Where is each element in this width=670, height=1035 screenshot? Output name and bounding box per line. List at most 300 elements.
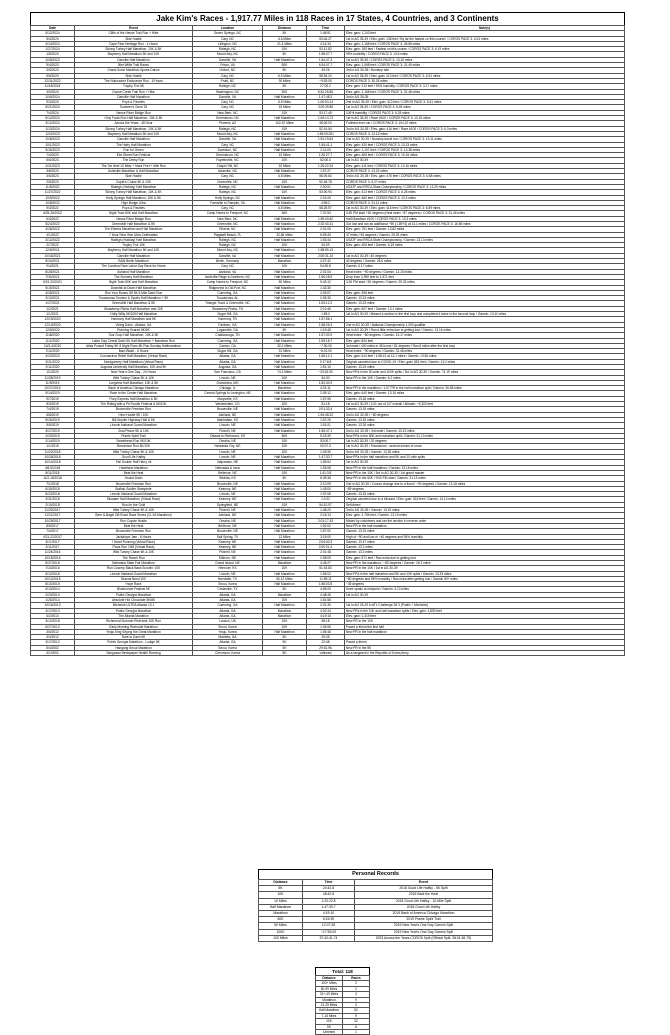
race-distance: Marathon xyxy=(263,259,307,264)
race-date: 5/4/2002 xyxy=(31,645,75,650)
race-date: 3/13/2021 xyxy=(31,296,75,301)
race-location: Valparaiso, NE xyxy=(193,460,263,465)
race-time: 1:51:10 xyxy=(307,365,345,370)
race-distance: Half Marathon xyxy=(263,200,307,205)
race-date: 3/12/2022 xyxy=(31,237,75,242)
race-distance: 10K xyxy=(263,47,307,52)
race-location: Fairburn, GA xyxy=(193,322,263,327)
race-date: 8/11/2018 xyxy=(31,470,75,475)
race-date: 9/30/2023 xyxy=(31,147,75,152)
race-location: Springfield, NE xyxy=(193,502,263,507)
race-distance: Half Marathon xyxy=(263,486,307,491)
race-location: Sugar Hill, GA xyxy=(193,349,263,354)
race-time: 2:00:31.24 xyxy=(307,253,345,258)
totals-races: 62 xyxy=(343,1008,370,1013)
race-date: 6/27/2013 xyxy=(31,624,75,629)
race-date: 10/16/2013 xyxy=(31,603,75,608)
race-location: San Francisco, CA xyxy=(193,370,263,375)
pr-event: 2018 Beat the Heat xyxy=(355,892,493,898)
race-time: 4:45:27 xyxy=(307,560,345,565)
pr-time: 48:42.8 xyxy=(303,892,355,898)
race-distance: Half Marathon xyxy=(263,221,307,226)
race-event: I Heart Running (Virtual Race) xyxy=(75,539,193,544)
race-date: 12/3/2023 xyxy=(31,131,75,136)
race-date: 8/27/2016 xyxy=(31,560,75,565)
race-location: Cary, NC xyxy=(193,206,263,211)
race-event: Raleigh (Holiday) Half Marathon xyxy=(75,184,193,189)
race-notes: Garmin: 13.2 miles xyxy=(345,545,625,550)
race-time: 11:55:11 xyxy=(307,576,345,581)
race-distance: Half Marathon xyxy=(263,465,307,470)
totals-body xyxy=(316,981,370,1035)
race-notes: Garmin: 13.23 miles xyxy=(345,529,625,534)
race-distance: 10K xyxy=(263,439,307,444)
race-date: 9/24/2021 xyxy=(31,259,75,264)
race-event: Wild Turkey Chase 5K & 10K xyxy=(75,550,193,555)
race-distance: 10K xyxy=(263,624,307,629)
race-date: 5/12/2024 xyxy=(31,31,75,36)
race-distance: Half Marathon xyxy=(263,142,307,147)
race-date: 10/27/2019 xyxy=(31,386,75,391)
race-location: Raleigh, NC xyxy=(193,243,263,248)
race-event: Only Fools Run Half Marathon, 10K & 5K xyxy=(75,116,193,121)
race-time: 3:00:39.85 xyxy=(307,105,345,110)
race-distance: 6.5 Miles xyxy=(263,36,307,41)
race-date: 12/13/2020 xyxy=(31,322,75,327)
race-location: Davidson, NC xyxy=(193,147,263,152)
race-time: 1:55:0 xyxy=(307,312,345,317)
pr-distance: 50K xyxy=(259,917,303,923)
race-distance: 5K xyxy=(263,84,307,89)
race-location: Ashland, NE xyxy=(193,412,263,417)
race-location: Omaha, NE xyxy=(193,518,263,523)
pr-event: 2018 Good Life Halfsy - 10-Mile Split xyxy=(355,898,493,904)
race-location: Kearney, NE xyxy=(193,545,263,550)
race-notes: Self-timed xyxy=(345,502,625,507)
race-distance: Half Marathon xyxy=(263,513,307,518)
race-distance: Half Marathon xyxy=(263,253,307,258)
race-event: Neuse River Bridge Run xyxy=(75,216,193,221)
race-time: 1:57:55 xyxy=(307,396,345,401)
pr-time: 1:20:22.8 xyxy=(303,898,355,904)
race-distance: Half Marathon xyxy=(263,629,307,634)
race-time: 53:00.7 xyxy=(307,439,345,444)
race-date: 4/27/2019 xyxy=(31,428,75,433)
race-event: Goose Creek Trail Run + Hike xyxy=(75,89,193,94)
race-location: Elberta, NC xyxy=(193,227,263,232)
race-time: 54:10.97 xyxy=(307,502,345,507)
race-notes: Elev. gain: 413 feet / COROS PACE 3: 6.28 miles xyxy=(345,190,625,195)
race-notes: New PR in the 5K xyxy=(345,645,625,650)
race-distance: 10K xyxy=(263,402,307,407)
race-event: Strawberry Plains Half Marathon and 10K xyxy=(75,306,193,311)
totals-races: 3 xyxy=(343,992,370,997)
race-location: Cedarville, TX xyxy=(193,587,263,592)
race-date: 6/25-26/2022 xyxy=(31,211,75,216)
race-event: Fall Double Half Harry 4k xyxy=(75,460,193,465)
race-date: 5/8/2023 xyxy=(31,73,75,78)
race-time: 1:49:30 xyxy=(307,449,345,454)
race-date: 8/10/2015 xyxy=(31,582,75,587)
race-event: Wild Turkey Chase 5K & 10K xyxy=(75,449,193,454)
race-notes: Paced a friend xyxy=(345,640,625,645)
pr-time: 4:19:10 xyxy=(303,911,355,917)
race-event: Trophy Trot 10K xyxy=(75,243,193,248)
race-event: Run for the Gold xyxy=(75,502,193,507)
race-distance: Half Marathon xyxy=(263,365,307,370)
race-event: Pony Express Half Marathon & 5K xyxy=(75,396,193,401)
race-event: Publix Georgia Marathon xyxy=(75,592,193,597)
race-date: 10/8/2023 xyxy=(31,137,75,142)
race-time: 1:55:02 xyxy=(307,571,345,576)
race-distance: Half Marathon xyxy=(263,497,307,502)
race-notes: 1st in AG 30-39 xyxy=(345,592,625,597)
race-location: Cumming, GA xyxy=(193,290,263,295)
race-location: Seven Springs, NC xyxy=(193,31,263,36)
race-notes: Drop from 3,950 feet to 1,571 feet xyxy=(345,274,625,279)
race-date: 10/12/2015 xyxy=(31,576,75,581)
race-location: Brownville, NE xyxy=(193,481,263,486)
col-distance-header: Distance xyxy=(263,26,307,31)
race-notes: Garmin: 13.15 miles xyxy=(345,407,625,412)
race-notes: 1st in AG 30-39 / Ran a little extra due to getting lost / Garmin: 13.16 miles xyxy=(345,327,625,332)
race-event: Skinny Turkey Half Marathon, 10K & 5K xyxy=(75,126,193,131)
race-time: 1:42:30 xyxy=(307,285,345,290)
race-time: 2:03:07 xyxy=(307,290,345,295)
pr-event: 2019 New Year's One Day Garmin Split xyxy=(355,929,493,935)
race-distance: 30.2 Miles xyxy=(263,343,307,348)
col-location-header: Location xyxy=(193,26,263,31)
race-event: Run for Green xyxy=(75,147,193,152)
race-event: Brazos Bend 100 xyxy=(75,576,193,581)
race-location: Mount Airy, NC xyxy=(193,131,263,136)
race-event: Mayberry Half Marathon 5K and 10K xyxy=(75,248,193,253)
race-notes: High of ~90 and low of ~40 degrees and 95% humidity xyxy=(345,534,625,539)
race-distance: Half Marathon xyxy=(263,428,307,433)
race-distance: 50K xyxy=(263,89,307,94)
race-notes: New PRs in the 10K and half marathon splits / Elev. gain: 1,839 feet xyxy=(345,608,625,613)
race-date: 3/17/2012 xyxy=(31,640,75,645)
race-time: 6:42:26.86 xyxy=(307,89,345,94)
race-location: Lincoln, NE xyxy=(193,492,263,497)
race-distance: Half Marathon xyxy=(263,94,307,99)
race-date: 7/24/2016 xyxy=(31,566,75,571)
race-date: 3/5/2023 xyxy=(31,68,75,73)
race-date: 7/1/2018 xyxy=(31,481,75,486)
race-distance: 31 Miles xyxy=(263,349,307,354)
race-date: 10/1/2023 xyxy=(31,142,75,147)
race-distance: 32.86 Miles xyxy=(263,232,307,237)
race-time: Untimed xyxy=(307,651,345,656)
race-event: Danville Half Marathon xyxy=(75,57,193,62)
race-time: 1:57:00 xyxy=(307,529,345,534)
race-notes: Garmin: 13.18 miles xyxy=(345,396,625,401)
pr-event: 2019 New Year's One Day Garmin Split xyxy=(355,923,493,929)
race-time: 1:48:20 xyxy=(307,508,345,513)
race-event: Sangusan Newspaper Health Running xyxy=(75,651,193,656)
race-distance: Half Marathon xyxy=(263,274,307,279)
race-time: 2:01:06 xyxy=(307,227,345,232)
race-event: Barn Blast! - 6 Hours xyxy=(75,349,193,354)
race-date: 4/1/2022 xyxy=(31,232,75,237)
race-location: Seoul, Korea xyxy=(193,582,263,587)
race-date: 9/4/2021 xyxy=(31,264,75,269)
race-date: 3/21/2020 xyxy=(31,359,75,364)
pr-row xyxy=(259,935,493,941)
race-location: Cumming, GA xyxy=(193,338,263,343)
race-distance: Half Marathon xyxy=(263,57,307,62)
race-event: Montgomery Half Marathon (Virtual Race) xyxy=(75,359,193,364)
race-date: 3/6/2012 xyxy=(31,629,75,634)
race-location: Manhattan, KS xyxy=(193,417,263,422)
race-event: Siloaaen Half Marathon (Virtual Race) xyxy=(75,497,193,502)
race-location: Seoul, Korea xyxy=(193,624,263,629)
race-event: Lincoln National Guard Marathon xyxy=(75,492,193,497)
race-distance: Half Marathon xyxy=(263,455,307,460)
race-notes: New PR in the 10K xyxy=(345,619,625,624)
race-location: Seoul, Korea xyxy=(193,645,263,650)
race-date: 6/8/2019 xyxy=(31,412,75,417)
race-notes: 2nd in AG 30-39 / Nonstop travel run / COROS PACE 3: 13.11 miles xyxy=(345,137,625,142)
race-date: 10/8/2022 xyxy=(31,200,75,205)
races-table xyxy=(30,25,625,656)
race-event: Mayberry Half Marathon 5K and 10K xyxy=(75,52,193,57)
race-time: 58:18 xyxy=(307,619,345,624)
race-event: Michelob ULTRA Atlanta 13.1 xyxy=(75,603,193,608)
race-location: Raleigh, NC xyxy=(193,126,263,131)
race-notes: 3:30 PM start / 90 degrees / Garmin: 29.33 miles xyxy=(345,280,625,285)
race-location: Wichita, KS xyxy=(193,476,263,481)
race-date: 3/26/2022 xyxy=(31,227,75,232)
race-date: 12/19/2020 xyxy=(31,317,75,322)
race-time: 54:09 xyxy=(307,243,345,248)
race-date: 11/5/2022 xyxy=(31,184,75,189)
personal-records-title: Personal Records xyxy=(258,869,493,879)
race-event: Hero Hustle 5K / 10K xyxy=(75,412,193,417)
race-distance: Half Marathon xyxy=(263,131,307,136)
totals-races: 8 xyxy=(343,1024,370,1029)
race-event: Elm Street Run Festival xyxy=(75,153,193,158)
race-notes: New PRs in the half marathon and 5K and 10-mile splits xyxy=(345,455,625,460)
race-time: 48:00:00 xyxy=(307,121,345,126)
race-time: 25:35 xyxy=(307,635,345,640)
race-notes: COROS PACE 3: 31.11 miles xyxy=(345,200,625,205)
race-event: Coronavirus Relief Half Marathon (Virtual Race) xyxy=(75,354,193,359)
race-location: Central Springs to Lexington, NE xyxy=(193,391,263,396)
race-event: Night Train 50K and Half Marathon xyxy=(75,280,193,285)
race-notes: 3rd in AG 35-39 xyxy=(345,94,625,99)
race-time: 2:01:33.4 xyxy=(307,407,345,412)
race-location: Triangle Track & Greenville, NC xyxy=(193,301,263,306)
race-distance: 10K xyxy=(263,126,307,131)
pr-time: 24:42.8 xyxy=(303,886,355,892)
totals-distance: Half Marathon xyxy=(316,1008,343,1013)
race-distance: 5K xyxy=(263,635,307,640)
totals-distance: 50-99 Miles xyxy=(316,986,343,991)
race-notes: 3rd in AG 30-39 / ~80 degrees xyxy=(345,412,625,417)
race-notes: 1st in AG 35-39 / COROS PACE 3: 13.15 miles xyxy=(345,57,625,62)
race-notes: New PR in the 10K / 3rd in AG 30-39 / 1st grand master xyxy=(345,470,625,475)
race-location: Bellevue, NE xyxy=(193,470,263,475)
race-notes: Original canceled due to COVID-19 / Elev. gain: 851 feet / Garmin: 13.2 miles xyxy=(345,359,625,364)
race-notes: Elev. gain: 1,419 feet xyxy=(345,613,625,618)
race-notes: 1st in AG 30-39 / Missed a section in the first loop and completed it twice in the second loop / Garmin: 13.11 miles xyxy=(345,312,625,317)
race-notes: Elev. gain: 213 feet / 93% humidity / COROS PACE 3: 3.17 miles xyxy=(345,84,625,89)
race-location: Salt Spring, TX xyxy=(193,534,263,539)
race-date: 11/24/2016 xyxy=(31,550,75,555)
race-event: The Derby Run xyxy=(75,158,193,163)
race-date: 2/11/2017 xyxy=(31,545,75,550)
race-event: Cape Fear Heritage Run - 4 Hours xyxy=(75,41,193,46)
race-notes: Garmin: 13.15 miles xyxy=(345,417,625,422)
race-time: 53:07.3 xyxy=(307,444,345,449)
race-location: Phoenix, AZ xyxy=(193,121,263,126)
race-notes: New PR in the half marathon xyxy=(345,629,625,634)
race-location: Atlanta, GA xyxy=(193,613,263,618)
race-date: 7/4/2023 xyxy=(31,153,75,158)
race-location: New Bern, NC xyxy=(193,110,263,115)
race-time: 2:01:17.43 xyxy=(307,518,345,523)
race-location: Lincoln, NE xyxy=(193,423,263,428)
race-time: 58:54.24 xyxy=(307,73,345,78)
race-date: 7/4/2024 xyxy=(31,110,75,115)
race-location: Atlanta, GA xyxy=(193,640,263,645)
race-date: 1/1/2020 xyxy=(31,370,75,375)
race-time: 53:12.82 xyxy=(307,47,345,52)
race-date: 12/5/2021 xyxy=(31,248,75,253)
pr-event-header: Event xyxy=(355,880,493,886)
race-location: Ashland, VA xyxy=(193,269,263,274)
race-distance: 21.4 Miles xyxy=(263,41,307,46)
race-event: Asheville Marathon & Half Marathon xyxy=(75,169,193,174)
race-notes: Elev. gain: 189 feet / Fastest on this course / COROS PACE 3: 6.19 miles xyxy=(345,47,625,52)
race-location: Needville, TX xyxy=(193,576,263,581)
race-location: Kearney, NE xyxy=(193,486,263,491)
race-time: 2:00:01 xyxy=(307,184,345,189)
race-event: Run Your Bunns Off 5K 6 Mile Dash Run xyxy=(75,290,193,295)
race-notes: 1st in AG 30-39 / 20 degrees xyxy=(345,439,625,444)
race-location: Chapel Hill, NC xyxy=(193,163,263,168)
race-time: ~23:15:00 xyxy=(307,370,345,375)
pr-body xyxy=(259,886,493,942)
race-time: 9:43:12 xyxy=(307,280,345,285)
race-location: Raleigh, NC xyxy=(193,190,263,195)
race-date: 7/4/2019 xyxy=(31,407,75,412)
race-location: Greenville, NC xyxy=(193,179,263,184)
race-event: Holly Springs Half Marathon, 10K & 5K xyxy=(75,195,193,200)
race-notes: 1st in AG 30-39 / 1:01 out of 117 overall / Altitude: ~5,300 feet xyxy=(345,402,625,407)
race-time: 1:57:56.1 xyxy=(307,317,345,322)
race-time: 53:26 xyxy=(307,68,345,73)
race-event: Across the Years - 48 Hour xyxy=(75,121,193,126)
race-location: London, UK xyxy=(193,619,263,624)
race-distance: Half Marathon xyxy=(263,460,307,465)
race-date: 5/6/2023 xyxy=(31,158,75,163)
race-date: 11/1/2020 xyxy=(31,338,75,343)
race-date: 4/20/2020 xyxy=(31,354,75,359)
race-distance: Half Marathon xyxy=(263,354,307,359)
race-notes: 3rd in AG 30-39 / 3rd male / Garmin: 13.13 miles xyxy=(345,428,625,433)
race-event: Danville Half Marathon xyxy=(75,253,193,258)
race-distance: Half Marathon xyxy=(263,296,307,301)
race-event: Viking Dash - Atlanta, GA xyxy=(75,322,193,327)
race-event: Absolute Hot Chocolate 5K/8K xyxy=(75,598,193,603)
totals-races-header: Races xyxy=(343,976,370,981)
race-date: 8/5/2017 xyxy=(31,523,75,528)
race-location: Greensboro, NC xyxy=(193,116,263,121)
race-time: 2:05:30 xyxy=(307,296,345,301)
col-date-header: Date xyxy=(31,26,75,31)
personal-records-table xyxy=(258,879,493,942)
race-notes: Elev. gain: 1,168 feet / COROS PACE 3: 31.48 miles xyxy=(345,89,625,94)
race-notes: 1st in AG 30-39 / 40 degrees xyxy=(345,253,625,258)
race-date: 3/17/2017 xyxy=(31,539,75,544)
pr-time: 37:42:41.74 xyxy=(303,935,355,941)
race-date: 1/8/2024 xyxy=(31,52,75,57)
race-event: New Year's One Day - 24 Hours xyxy=(75,370,193,375)
race-event: Resolution Run 5K/10K xyxy=(75,444,193,449)
race-location: Loganville, GA xyxy=(193,327,263,332)
pr-distance: 10K xyxy=(259,892,303,898)
race-distance: Half Marathon xyxy=(263,571,307,576)
totals-distance: 21-25 Miles xyxy=(316,1002,343,1007)
race-date: 3/3/2012 xyxy=(31,635,75,640)
race-time: 1:51:01 xyxy=(307,423,345,428)
race-event: Wet Willie Trail Races xyxy=(75,63,193,68)
race-notes: USATF and RRCA State Championship / COROS PACE 3: 13.29 miles xyxy=(345,184,625,189)
race-notes: New PRs in the half marathon and 5K and 10K splits / Garmin: 13.33 miles xyxy=(345,571,625,576)
race-location: Danville, VA xyxy=(193,137,263,142)
race-distance: Half Marathon xyxy=(263,184,307,189)
race-time: 6:59:49 xyxy=(307,232,345,237)
race-time: 1:43:00 xyxy=(307,486,345,491)
totals-row xyxy=(316,1029,370,1034)
race-date: 6/19-20/2021 xyxy=(31,280,75,285)
race-distance: 12 Miles xyxy=(263,534,307,539)
race-date: 11/8/2020 xyxy=(31,333,75,338)
race-notes: Knee sprain at midpoint / Garmin: 3.13 miles xyxy=(345,587,625,592)
race-distance: 50 Miles xyxy=(263,280,307,285)
race-event: Run Country Black Bass Scootin' 10K xyxy=(75,566,193,571)
race-distance: Half Marathon xyxy=(263,237,307,242)
race-date: 3/12/2024 xyxy=(31,121,75,126)
race-notes: Misled by volunteers and ran the section in reverse order xyxy=(345,518,625,523)
race-location: Greenville, NC xyxy=(193,221,263,226)
race-distance: 5K xyxy=(263,52,307,57)
race-distance: 50K xyxy=(263,211,307,216)
race-event: Wild Turkey Chase 5K & 10K xyxy=(75,375,193,380)
races-body xyxy=(31,31,625,656)
race-event: Running Scared 8K/5K xyxy=(75,327,193,332)
race-distance: Half Marathon xyxy=(263,137,307,142)
race-event: Run Coyote Hustle xyxy=(75,518,193,523)
race-time: 1:41:3.8 xyxy=(307,470,345,475)
totals-races: 3 xyxy=(343,1002,370,1007)
race-date: 5/24/2022 xyxy=(31,221,75,226)
race-date: 10/5/2024 xyxy=(31,94,75,99)
race-time: ~6:01:00 xyxy=(307,349,345,354)
race-event: Mayberry Half Marathon 5K and 10K xyxy=(75,131,193,136)
race-event: Early Morning Riverside Marathon xyxy=(75,624,193,629)
race-location: Fayetteville, NC xyxy=(193,158,263,163)
race-notes: Elev. gain: 571 feet / Ran extra due to getting lost xyxy=(345,555,625,560)
race-distance: Half Marathon xyxy=(263,603,307,608)
race-location: Chattanooga, TN xyxy=(193,333,263,338)
race-notes: 1st in AG 35-39 / Race #100 / COROS PACE 3: 13.16 miles xyxy=(345,116,625,121)
race-event: Grand Sonic Marathon Sports Dance xyxy=(75,68,193,73)
race-distance: Half Marathon xyxy=(263,545,307,550)
race-distance: Half Marathon xyxy=(263,412,307,417)
